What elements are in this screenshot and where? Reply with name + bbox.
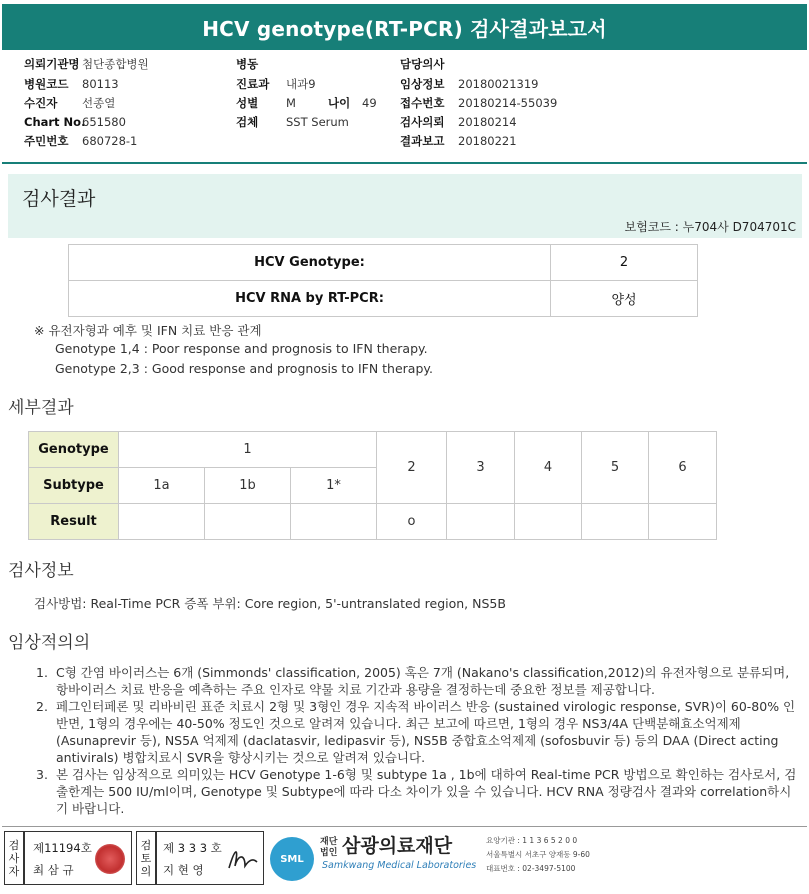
summary-table xyxy=(68,244,698,317)
row-label-genotype: Genotype xyxy=(29,432,119,468)
info-value: 선종열 xyxy=(82,96,116,110)
info-value: 첨단종합병원 xyxy=(82,57,149,71)
info-row-department xyxy=(236,75,316,93)
info-label: Chart No. xyxy=(24,115,86,129)
summary-label: HCV Genotype: xyxy=(69,245,551,281)
info-value: 680728-1 xyxy=(82,134,138,148)
info-label: 병동 xyxy=(236,57,259,71)
genotype-cell: 5 xyxy=(582,432,649,504)
genotype-row xyxy=(29,432,717,468)
info-row-specimen xyxy=(236,113,349,131)
test-method: 검사방법: Real-Time PCR 증폭 부위: Core region, 5'-untranslated region, NS5B xyxy=(34,596,506,611)
reviewer-box xyxy=(156,831,264,885)
notes-heading: ※ 유전자형과 예후 및 IFN 치료 반응 관계 xyxy=(34,323,262,338)
info-value: M xyxy=(286,96,296,110)
clinical-item-text: 본 검사는 임상적으로 의미있는 HCV Genotype 1-6형 및 subtype 1a , 1b에 대하여 Real-time PCR 방법으로 확인하는 검사로서, 검출한계는 500 IU/ml이며, Genotype 및 Subtype에 따라 다소 차이가 있을 수 있습니다. HCV RNA 정량검사 결과와 correlation하시기 바랍니다. xyxy=(56,767,797,816)
subtype-cell: 1a xyxy=(119,468,205,504)
result-cell xyxy=(291,504,377,540)
summary-value: 2 xyxy=(551,245,698,281)
info-value: 내과9 xyxy=(286,77,316,91)
genotype-cell: 6 xyxy=(649,432,717,504)
contact-address: 서울특별시 서초구 양재동 9-60 xyxy=(486,850,590,859)
info-row-accession-number xyxy=(400,94,557,112)
insurance-code: 보험코드 : 누704사 D704701C xyxy=(624,220,796,234)
foundation-name: 삼광의료재단 xyxy=(342,835,453,857)
logo-subtitle xyxy=(320,837,337,859)
info-value: 80113 xyxy=(82,77,119,91)
clinical-item xyxy=(36,664,800,698)
reviewer-license: 제 3 3 3 호 xyxy=(163,841,222,855)
clinical-item-number: 1. xyxy=(36,665,48,680)
info-row-ward xyxy=(236,55,286,73)
genotype-cell: 2 xyxy=(377,432,447,504)
result-cell xyxy=(582,504,649,540)
tester-license: 제11194호 xyxy=(33,841,92,855)
clinical-list xyxy=(36,664,800,817)
info-label-age: 나이 xyxy=(328,96,351,110)
info-label: 의뢰기관명 xyxy=(24,57,80,71)
result-cell xyxy=(205,504,291,540)
clinical-item-number: 3. xyxy=(36,767,48,782)
notes-line-2: Genotype 2,3 : Good response and prognosis to IFN therapy. xyxy=(55,361,433,376)
info-value: 20180214-55039 xyxy=(458,96,558,110)
genotype-1-cell: 1 xyxy=(119,432,377,468)
info-value: 20180214 xyxy=(458,115,517,129)
result-cell xyxy=(649,504,717,540)
info-row-resident-number xyxy=(24,132,137,150)
info-row-requesting-institution xyxy=(24,55,149,73)
result-cell xyxy=(447,504,515,540)
clinical-item xyxy=(36,766,800,817)
info-label: 담당의사 xyxy=(400,57,445,71)
info-label: 임상정보 xyxy=(400,77,445,91)
logo-subtitle-line: 재단 xyxy=(320,837,338,847)
detail-section-title: 세부결과 xyxy=(8,398,74,418)
tester-seal-icon xyxy=(95,844,125,874)
info-label: 주민번호 xyxy=(24,134,69,148)
result-cell xyxy=(515,504,582,540)
reviewer-label-char: 토 xyxy=(140,851,152,865)
tester-label xyxy=(4,831,24,885)
tester-label-char: 사 xyxy=(8,851,20,865)
row-label-subtype: Subtype xyxy=(29,468,119,504)
reviewer-label-char: 의 xyxy=(140,864,152,878)
tester-box xyxy=(24,831,132,885)
report-title: HCV genotype(RT-PCR) 검사결과보고서 xyxy=(2,4,807,50)
info-row-chart-no xyxy=(24,113,126,131)
test-info-title: 검사정보 xyxy=(8,561,74,581)
info-label: 검체 xyxy=(236,115,259,129)
signature-icon xyxy=(223,842,261,876)
contact-institution-code: 요양기관 : 1 1 3 6 5 2 0 0 xyxy=(486,836,578,845)
subtype-cell: 1* xyxy=(291,468,377,504)
clinical-item-text: 페그인터페론 및 리바비린 표준 치료시 2형 및 3형인 경우 지속적 바이러스 반응 (sustained virologic response, SVR)이 60-80% 인 반면, 1형의 경우에는 40-50% 정도인 것으로 알려져 있습니다. 최근 보고에 따르면, 1형의 경우 NS3/4A 단백분해효소억제제 (Asunaprevir 등), NS5A 억제제 (daclatasvir, ledipasvir 등), NS5B 중합효소억제제 (sofosbuvir 등) 등의 DAA (Direct acting antivirals) 병합치료시 SVR을 향상시키는 것으로 알려져 있습니다. xyxy=(56,699,796,765)
result-section-title: 검사결과 xyxy=(22,188,96,210)
info-label: 검사의뢰 xyxy=(400,115,445,129)
sml-logo-icon: SML xyxy=(270,837,314,881)
info-label: 병원코드 xyxy=(24,77,69,91)
info-label: 접수번호 xyxy=(400,96,445,110)
summary-label: HCV RNA by RT-PCR: xyxy=(69,281,551,317)
info-label: 진료과 xyxy=(236,77,270,91)
foundation-name-en: Samkwang Medical Laboratories xyxy=(322,860,477,871)
info-row-hospital-code xyxy=(24,75,119,93)
result-row xyxy=(29,504,717,540)
report-footer xyxy=(2,826,807,888)
tester-name: 최 삼 규 xyxy=(33,863,74,877)
notes-line-1: Genotype 1,4 : Poor response and prognosis to IFN therapy. xyxy=(55,341,428,356)
genotype-cell: 3 xyxy=(447,432,515,504)
clinical-item xyxy=(36,698,800,766)
summary-value: 양성 xyxy=(551,281,698,317)
reviewer-name: 지 현 영 xyxy=(163,863,204,877)
result-section-header xyxy=(8,174,802,238)
info-row-sex xyxy=(236,94,377,112)
result-cell-genotype-2: o xyxy=(377,504,447,540)
genotype-cell: 4 xyxy=(515,432,582,504)
subtype-cell: 1b xyxy=(205,468,291,504)
result-cell xyxy=(119,504,205,540)
genotype-detail-table xyxy=(28,431,717,540)
info-value-age: 49 xyxy=(362,96,377,110)
info-label: 결과보고 xyxy=(400,134,445,148)
info-row-clinical-info xyxy=(400,75,538,93)
summary-row-genotype xyxy=(69,245,698,281)
clinical-item-text: C형 간염 바이러스는 6개 (Simmonds' classification, 2005) 혹은 7개 (Nakano's classification,2012)의 유전자형으로 분류되며, 항바이러스 치료 반응을 예측하는 주요 인자로 약물 치료 기간과 용량을 결정하는데 중요한 정보를 제공합니다. xyxy=(56,665,790,697)
contact-phone: 대표번호 : 02-3497-5100 xyxy=(486,864,576,873)
tester-label-char: 자 xyxy=(8,864,20,878)
info-value: 20180021319 xyxy=(458,77,539,91)
info-label: 수진자 xyxy=(24,96,58,110)
clinical-item-number: 2. xyxy=(36,699,48,714)
info-row-request-date xyxy=(400,113,517,131)
info-value: 20180221 xyxy=(458,134,517,148)
info-value: 651580 xyxy=(82,115,126,129)
reviewer-label-char: 검 xyxy=(140,838,152,852)
info-label: 성별 xyxy=(236,96,259,110)
row-label-result: Result xyxy=(29,504,119,540)
reviewer-label xyxy=(136,831,156,885)
info-row-doctor xyxy=(400,55,458,73)
info-value: SST Serum xyxy=(286,115,349,129)
tester-label-char: 검 xyxy=(8,838,20,852)
summary-row-rna xyxy=(69,281,698,317)
logo-subtitle-line: 법인 xyxy=(320,848,338,858)
info-row-report-date xyxy=(400,132,517,150)
info-row-patient-name xyxy=(24,94,115,112)
clinical-title: 임상적의의 xyxy=(8,633,91,653)
patient-info-panel xyxy=(2,50,807,164)
